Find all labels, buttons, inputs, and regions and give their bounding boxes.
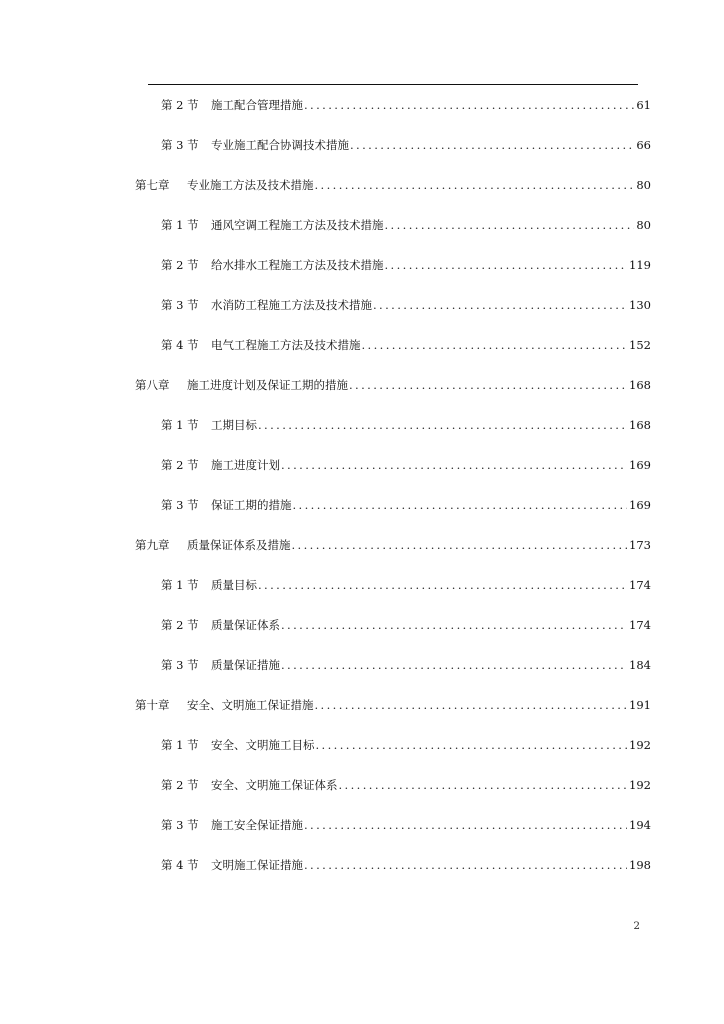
entry-title: 通风空调工程施工方法及技术措施 xyxy=(211,218,384,232)
toc-entry-chapter[interactable] xyxy=(135,536,651,554)
entry-number: 第 2 节 xyxy=(161,778,199,792)
dot-leader xyxy=(292,496,628,514)
entry-title: 施工进度计划 xyxy=(211,458,280,472)
entry-title: 专业施工方法及技术措施 xyxy=(187,178,314,192)
entry-number: 第 3 节 xyxy=(161,658,199,672)
entry-number: 第 2 节 xyxy=(161,458,199,472)
toc-entry-chapter[interactable] xyxy=(135,696,651,714)
entry-number: 第 4 节 xyxy=(161,858,199,872)
toc-entry-section[interactable] xyxy=(161,616,651,634)
dot-leader xyxy=(280,616,627,634)
entry-number: 第 2 节 xyxy=(161,258,199,272)
entry-title: 专业施工配合协调技术措施 xyxy=(211,138,349,152)
entry-title: 施工安全保证措施 xyxy=(211,818,303,832)
entry-page: 80 xyxy=(636,178,651,192)
dot-leader xyxy=(303,96,634,114)
entry-page: 173 xyxy=(629,538,651,552)
entry-number: 第 3 节 xyxy=(161,138,199,152)
entry-number: 第 1 节 xyxy=(161,218,199,232)
entry-page: 174 xyxy=(629,618,651,632)
entry-page: 66 xyxy=(636,138,651,152)
toc-entry-section[interactable] xyxy=(161,496,651,514)
entry-title: 质量目标 xyxy=(211,578,257,592)
entry-title: 电气工程施工方法及技术措施 xyxy=(211,338,361,352)
dot-leader xyxy=(384,216,635,234)
dot-leader xyxy=(303,856,627,874)
entry-number: 第 2 节 xyxy=(161,618,199,632)
entry-title: 质量保证体系及措施 xyxy=(187,538,291,552)
entry-number: 第 1 节 xyxy=(161,578,199,592)
toc-entry-section[interactable] xyxy=(161,856,651,874)
entry-page: 198 xyxy=(629,858,651,872)
entry-page: 130 xyxy=(629,298,651,312)
toc-entry-section[interactable] xyxy=(161,736,651,754)
entry-title: 保证工期的措施 xyxy=(211,498,292,512)
toc-entry-chapter[interactable] xyxy=(135,176,651,194)
entry-title: 水消防工程施工方法及技术措施 xyxy=(211,298,372,312)
entry-title: 给水排水工程施工方法及技术措施 xyxy=(211,258,384,272)
dot-leader xyxy=(348,376,627,394)
toc-entry-section[interactable] xyxy=(161,136,651,154)
entry-title: 工期目标 xyxy=(211,418,257,432)
entry-number: 第 2 节 xyxy=(161,98,199,112)
dot-leader xyxy=(315,736,628,754)
entry-title: 安全、文明施工保证措施 xyxy=(187,698,314,712)
entry-title: 安全、文明施工目标 xyxy=(211,738,315,752)
toc-entry-section[interactable] xyxy=(161,296,651,314)
entry-page: 191 xyxy=(629,698,651,712)
toc-entry-section[interactable] xyxy=(161,416,651,434)
toc-entry-section[interactable] xyxy=(161,776,651,794)
entry-page: 192 xyxy=(629,778,651,792)
entry-page: 184 xyxy=(629,658,651,672)
dot-leader xyxy=(372,296,627,314)
entry-number: 第 3 节 xyxy=(161,498,199,512)
entry-page: 119 xyxy=(629,258,651,272)
toc-entry-chapter[interactable] xyxy=(135,376,651,394)
entry-page: 80 xyxy=(636,218,651,232)
entry-page: 152 xyxy=(629,338,651,352)
toc-entry-section[interactable] xyxy=(161,576,651,594)
dot-leader xyxy=(349,136,634,154)
toc-entry-section[interactable] xyxy=(161,336,651,354)
toc-entry-section[interactable] xyxy=(161,216,651,234)
entry-page: 169 xyxy=(629,498,651,512)
entry-page: 192 xyxy=(629,738,651,752)
dot-leader xyxy=(280,456,627,474)
entry-number: 第 4 节 xyxy=(161,338,199,352)
entry-title: 施工配合管理措施 xyxy=(211,98,303,112)
entry-page: 61 xyxy=(636,98,651,112)
dot-leader xyxy=(384,256,628,274)
dot-leader xyxy=(314,176,635,194)
page-number: 2 xyxy=(633,920,640,932)
toc-entry-section[interactable] xyxy=(161,816,651,834)
entry-number: 第九章 xyxy=(135,538,170,552)
entry-number: 第 1 节 xyxy=(161,738,199,752)
dot-leader xyxy=(280,656,627,674)
dot-leader xyxy=(257,416,627,434)
dot-leader xyxy=(314,696,628,714)
toc-entry-section[interactable] xyxy=(161,456,651,474)
entry-title: 质量保证措施 xyxy=(211,658,280,672)
entry-number: 第十章 xyxy=(135,698,170,712)
toc-entry-section[interactable] xyxy=(161,656,651,674)
toc-entry-section[interactable] xyxy=(161,96,651,114)
dot-leader xyxy=(291,536,628,554)
entry-title: 文明施工保证措施 xyxy=(211,858,303,872)
entry-page: 168 xyxy=(629,378,651,392)
entry-number: 第 3 节 xyxy=(161,818,199,832)
dot-leader xyxy=(338,776,628,794)
entry-page: 169 xyxy=(629,458,651,472)
entry-page: 174 xyxy=(629,578,651,592)
entry-title: 质量保证体系 xyxy=(211,618,280,632)
entry-number: 第 3 节 xyxy=(161,298,199,312)
entry-title: 安全、文明施工保证体系 xyxy=(211,778,338,792)
dot-leader xyxy=(257,576,627,594)
entry-title: 施工进度计划及保证工期的措施 xyxy=(187,378,348,392)
entry-number: 第七章 xyxy=(135,178,170,192)
entry-page: 194 xyxy=(629,818,651,832)
entry-number: 第八章 xyxy=(135,378,170,392)
toc-entry-section[interactable] xyxy=(161,256,651,274)
dot-leader xyxy=(303,816,627,834)
entry-number: 第 1 节 xyxy=(161,418,199,432)
entry-page: 168 xyxy=(629,418,651,432)
dot-leader xyxy=(361,336,628,354)
